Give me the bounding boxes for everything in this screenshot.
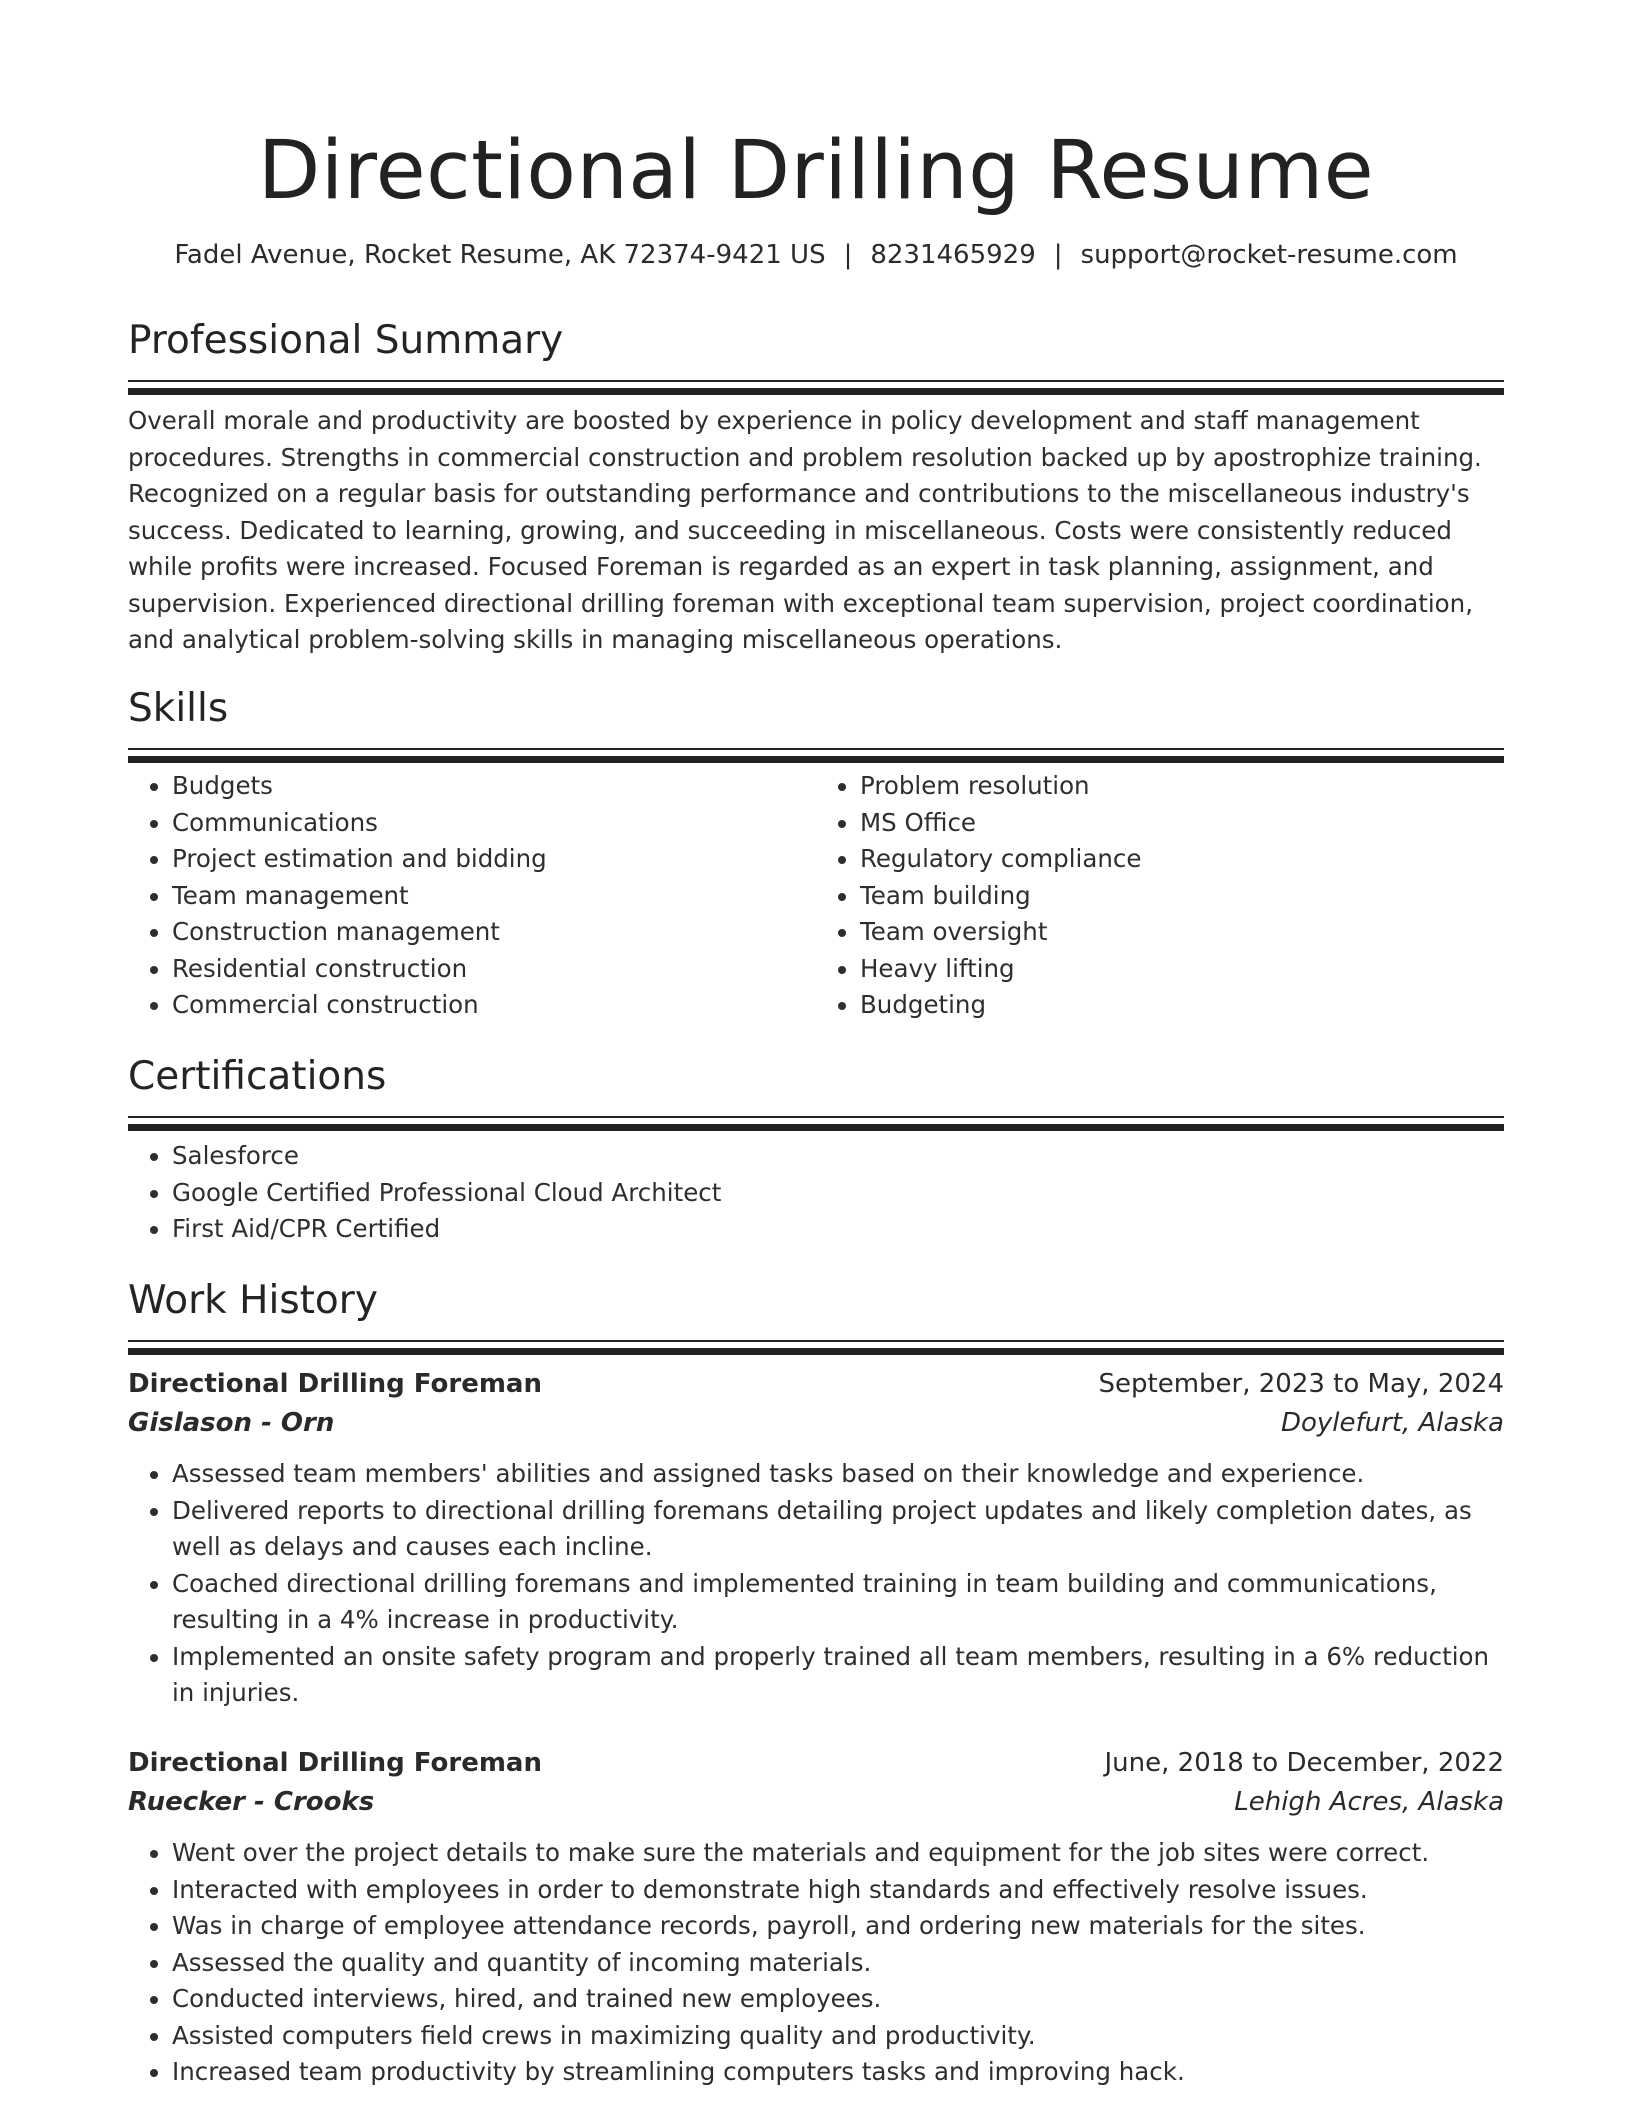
- section-divider: [128, 380, 1504, 382]
- job-bullet: • Assisted computers field crews in maximizing quality and productivity.: [172, 2018, 1504, 2055]
- work-history-heading: Work History: [128, 1278, 378, 1323]
- skill-item: • Commercial construction: [172, 987, 816, 1024]
- job-subheader: [128, 1404, 1504, 1442]
- section-divider: [128, 1340, 1504, 1342]
- job-bullet: • Went over the project details to make sure the materials and equipment for the job sites were correct.: [172, 1835, 1504, 1872]
- skill-item: • Budgets: [172, 768, 816, 805]
- skill-item: • Heavy lifting: [860, 951, 1504, 988]
- contact-separator: |: [843, 240, 853, 270]
- skills-section: [128, 684, 1504, 1024]
- job-dates: June, 2018 to December, 2022: [1104, 1748, 1504, 1778]
- job-subheader: [128, 1783, 1504, 1821]
- job-company: Gislason - Orn: [128, 1408, 335, 1438]
- contact-phone: 8231465929: [870, 240, 1036, 270]
- job-location: Doylefurt, Alaska: [1280, 1408, 1504, 1438]
- skill-item: • Team management: [172, 878, 816, 915]
- contact-address: Fadel Avenue, Rocket Resume, AK 72374-9421 US: [174, 240, 826, 270]
- certifications-list: [128, 1138, 1504, 1248]
- job-entry: [128, 1743, 1504, 2091]
- job-bullet: • Delivered reports to directional drilling foremans detailing project updates and likely completion dates, as well as delays and causes each incline.: [172, 1493, 1504, 1566]
- certifications-section: [128, 1052, 1504, 1248]
- skill-item: • Team building: [860, 878, 1504, 915]
- job-bullet: • Conducted interviews, hired, and trained new employees.: [172, 1981, 1504, 2018]
- job-bullet: • Implemented an onsite safety program and properly trained all team members, resulting in a 6% reduction in injuries.: [172, 1639, 1504, 1712]
- summary-heading: Professional Summary: [128, 318, 564, 363]
- resume-title: Directional Drilling Resume: [257, 124, 1375, 218]
- skill-item: • Residential construction: [172, 951, 816, 988]
- skill-item: • Budgeting: [860, 987, 1504, 1024]
- job-bullets: [128, 1835, 1504, 2091]
- contact-email: support@rocket-resume.com: [1080, 240, 1458, 270]
- certification-item: • First Aid/CPR Certified: [172, 1211, 1504, 1248]
- contact-separator: |: [1053, 240, 1063, 270]
- job-bullet: • Was in charge of employee attendance records, payroll, and ordering new materials for the sites.: [172, 1908, 1504, 1945]
- job-dates: September, 2023 to May, 2024: [1098, 1369, 1504, 1399]
- job-bullet: • Assessed the quality and quantity of incoming materials.: [172, 1945, 1504, 1982]
- summary-text: Overall morale and productivity are boosted by experience in policy development and staff management procedures. Strengths in commercial construction and problem resolution backed up by apostrophize training. Recognized on a regular basis for outstanding performance and contributions to the miscellaneous industry's success. Dedicated to learning, growing, and succeeding in miscellaneous. Costs were consistently reduced while profits were increased. Focused Foreman is regarded as an expert in task planning, assignment, and supervision. Experienced directional drilling foreman with exceptional team supervision, project coordination, and analytical problem-solving skills in managing miscellaneous operations.: [128, 406, 1482, 654]
- skills-list-left: [128, 768, 816, 1024]
- skill-item: • MS Office: [860, 805, 1504, 842]
- job-location: Lehigh Acres, Alaska: [1234, 1787, 1504, 1817]
- skills-list-right: [816, 768, 1504, 1024]
- certification-item: • Salesforce: [172, 1138, 1504, 1175]
- skills-heading: Skills: [128, 686, 229, 731]
- section-divider: [128, 1116, 1504, 1118]
- job-entry: [128, 1364, 1504, 1712]
- contact-line: [128, 237, 1504, 273]
- skill-item: • Regulatory compliance: [860, 841, 1504, 878]
- skill-item: • Construction management: [172, 914, 816, 951]
- certification-item: • Google Certified Professional Cloud Architect: [172, 1175, 1504, 1212]
- job-title: Directional Drilling Foreman: [128, 1369, 542, 1399]
- work-history-section: [128, 1276, 1504, 1342]
- job-bullet: • Assessed team members' abilities and assigned tasks based on their knowledge and experience.: [172, 1456, 1504, 1493]
- job-bullet: • Coached directional drilling foremans and implemented training in team building and communications, resulting in a 4% increase in productivity.: [172, 1566, 1504, 1639]
- certifications-heading: Certifications: [128, 1054, 387, 1099]
- summary-section: [128, 316, 1504, 659]
- job-bullet: • Increased team productivity by streamlining computers tasks and improving hack.: [172, 2054, 1504, 2091]
- skill-item: • Team oversight: [860, 914, 1504, 951]
- skill-item: • Problem resolution: [860, 768, 1504, 805]
- job-company: Ruecker - Crooks: [128, 1787, 375, 1817]
- job-title: Directional Drilling Foreman: [128, 1748, 542, 1778]
- skill-item: • Communications: [172, 805, 816, 842]
- job-bullet: • Interacted with employees in order to demonstrate high standards and effectively resolve issues.: [172, 1872, 1504, 1909]
- job-header: [128, 1364, 1504, 1404]
- skills-grid: [128, 768, 1504, 1024]
- job-bullets: [128, 1456, 1504, 1712]
- job-header: [128, 1743, 1504, 1783]
- skill-item: • Project estimation and bidding: [172, 841, 816, 878]
- section-divider: [128, 748, 1504, 750]
